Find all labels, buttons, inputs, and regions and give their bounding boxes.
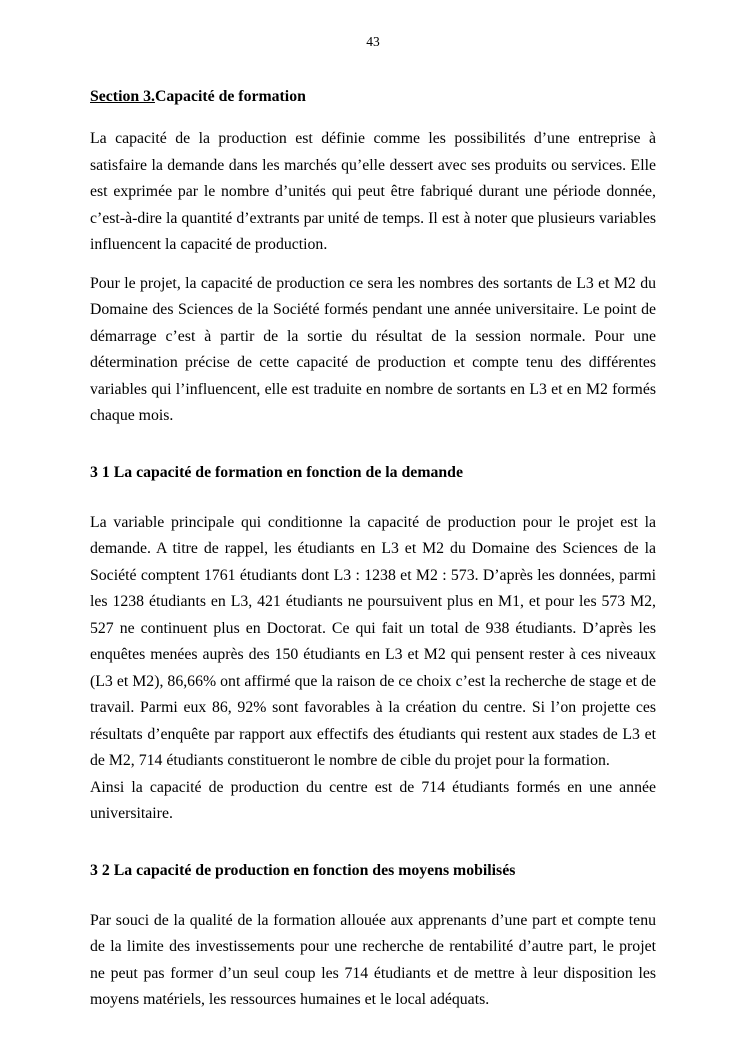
section-3-paragraph-1: La capacité de la production est définie comme les possibilités d’une entreprise à satisfaire la demande dans les marchés qu’elle dessert avec ses produits ou services. Elle est exprimée par le nombre d’unités qui peut être fabriqué durant une période donnée, c’est-à-dire la quantité d’extrants par unité de temps. Il est à noter que plusieurs variables influencent la capacité de production. (90, 130, 656, 253)
section-3-1-heading: 3 1 La capacité de formation en fonction de la demande (90, 463, 463, 481)
section-3-2-heading: 3 2 La capacité de production en fonction des moyens mobilisés (90, 861, 516, 879)
section-3-heading-title: Capacité de formation (154, 88, 306, 105)
section-3-1-paragraph-2: Ainsi la capacité de production du centre est de 714 étudiants formés en une année universitaire. (90, 778, 656, 822)
section-3-heading-label: Section 3. (90, 88, 155, 105)
section-3-1-paragraph-1: La variable principale qui conditionne la capacité de production pour le projet est la demande. A titre de rappel, les étudiants en L3 et M2 du Domaine des Sciences de la Société comptent 1761 étudiants dont L3 : 1238 et M2 : 573. D’après les données, parmi les 1238 étudiants en L3, 421 étudiants ne poursuivent plus en M1, et pour les 573 M2, 527 ne continuent plus en Doctorat. Ce qui fait un total de 938 étudiants. D’après les enquêtes menées auprès des 150 étudiants en L3 et M2 qui pensent rester à ces niveaux (L3 et M2), 86,66% ont affirmé que la raison de ce choix c’est la recherche de stage et de travail. Parmi eux 86, 92% sont favorables à la création du centre. Si l’on projette ces résultats d’enquête par rapport aux effectifs des étudiants qui restent aux stades de L3 et de M2, 714 étudiants constitueront le nombre de cible du projet pour la formation. (90, 513, 656, 769)
section-3-paragraph-2: Pour le projet, la capacité de production ce sera les nombres des sortants de L3 et M2 du Domaine des Sciences de la Société formés pendant une année universitaire. Le point de démarrage c’est à partir de la sortie du résultat de la session normale. Pour une détermination précise de cette capacité de production et compte tenu des différentes variables qui l’influencent, elle est traduite en nombre de sortants en L3 et en M2 formés chaque mois. (90, 274, 656, 424)
section-3-2-paragraph-1: Par souci de la qualité de la formation allouée aux apprenants d’une part et compte tenu de la limite des investissements pour une recherche de rentabilité d’autre part, le projet ne peut pas former d’un seul coup les 714 étudiants et de mettre à leur disposition les moyens matériels, les ressources humaines et le local adéquats. (90, 911, 656, 1008)
page-number: 43 (366, 34, 380, 49)
section-3-heading (90, 84, 656, 110)
